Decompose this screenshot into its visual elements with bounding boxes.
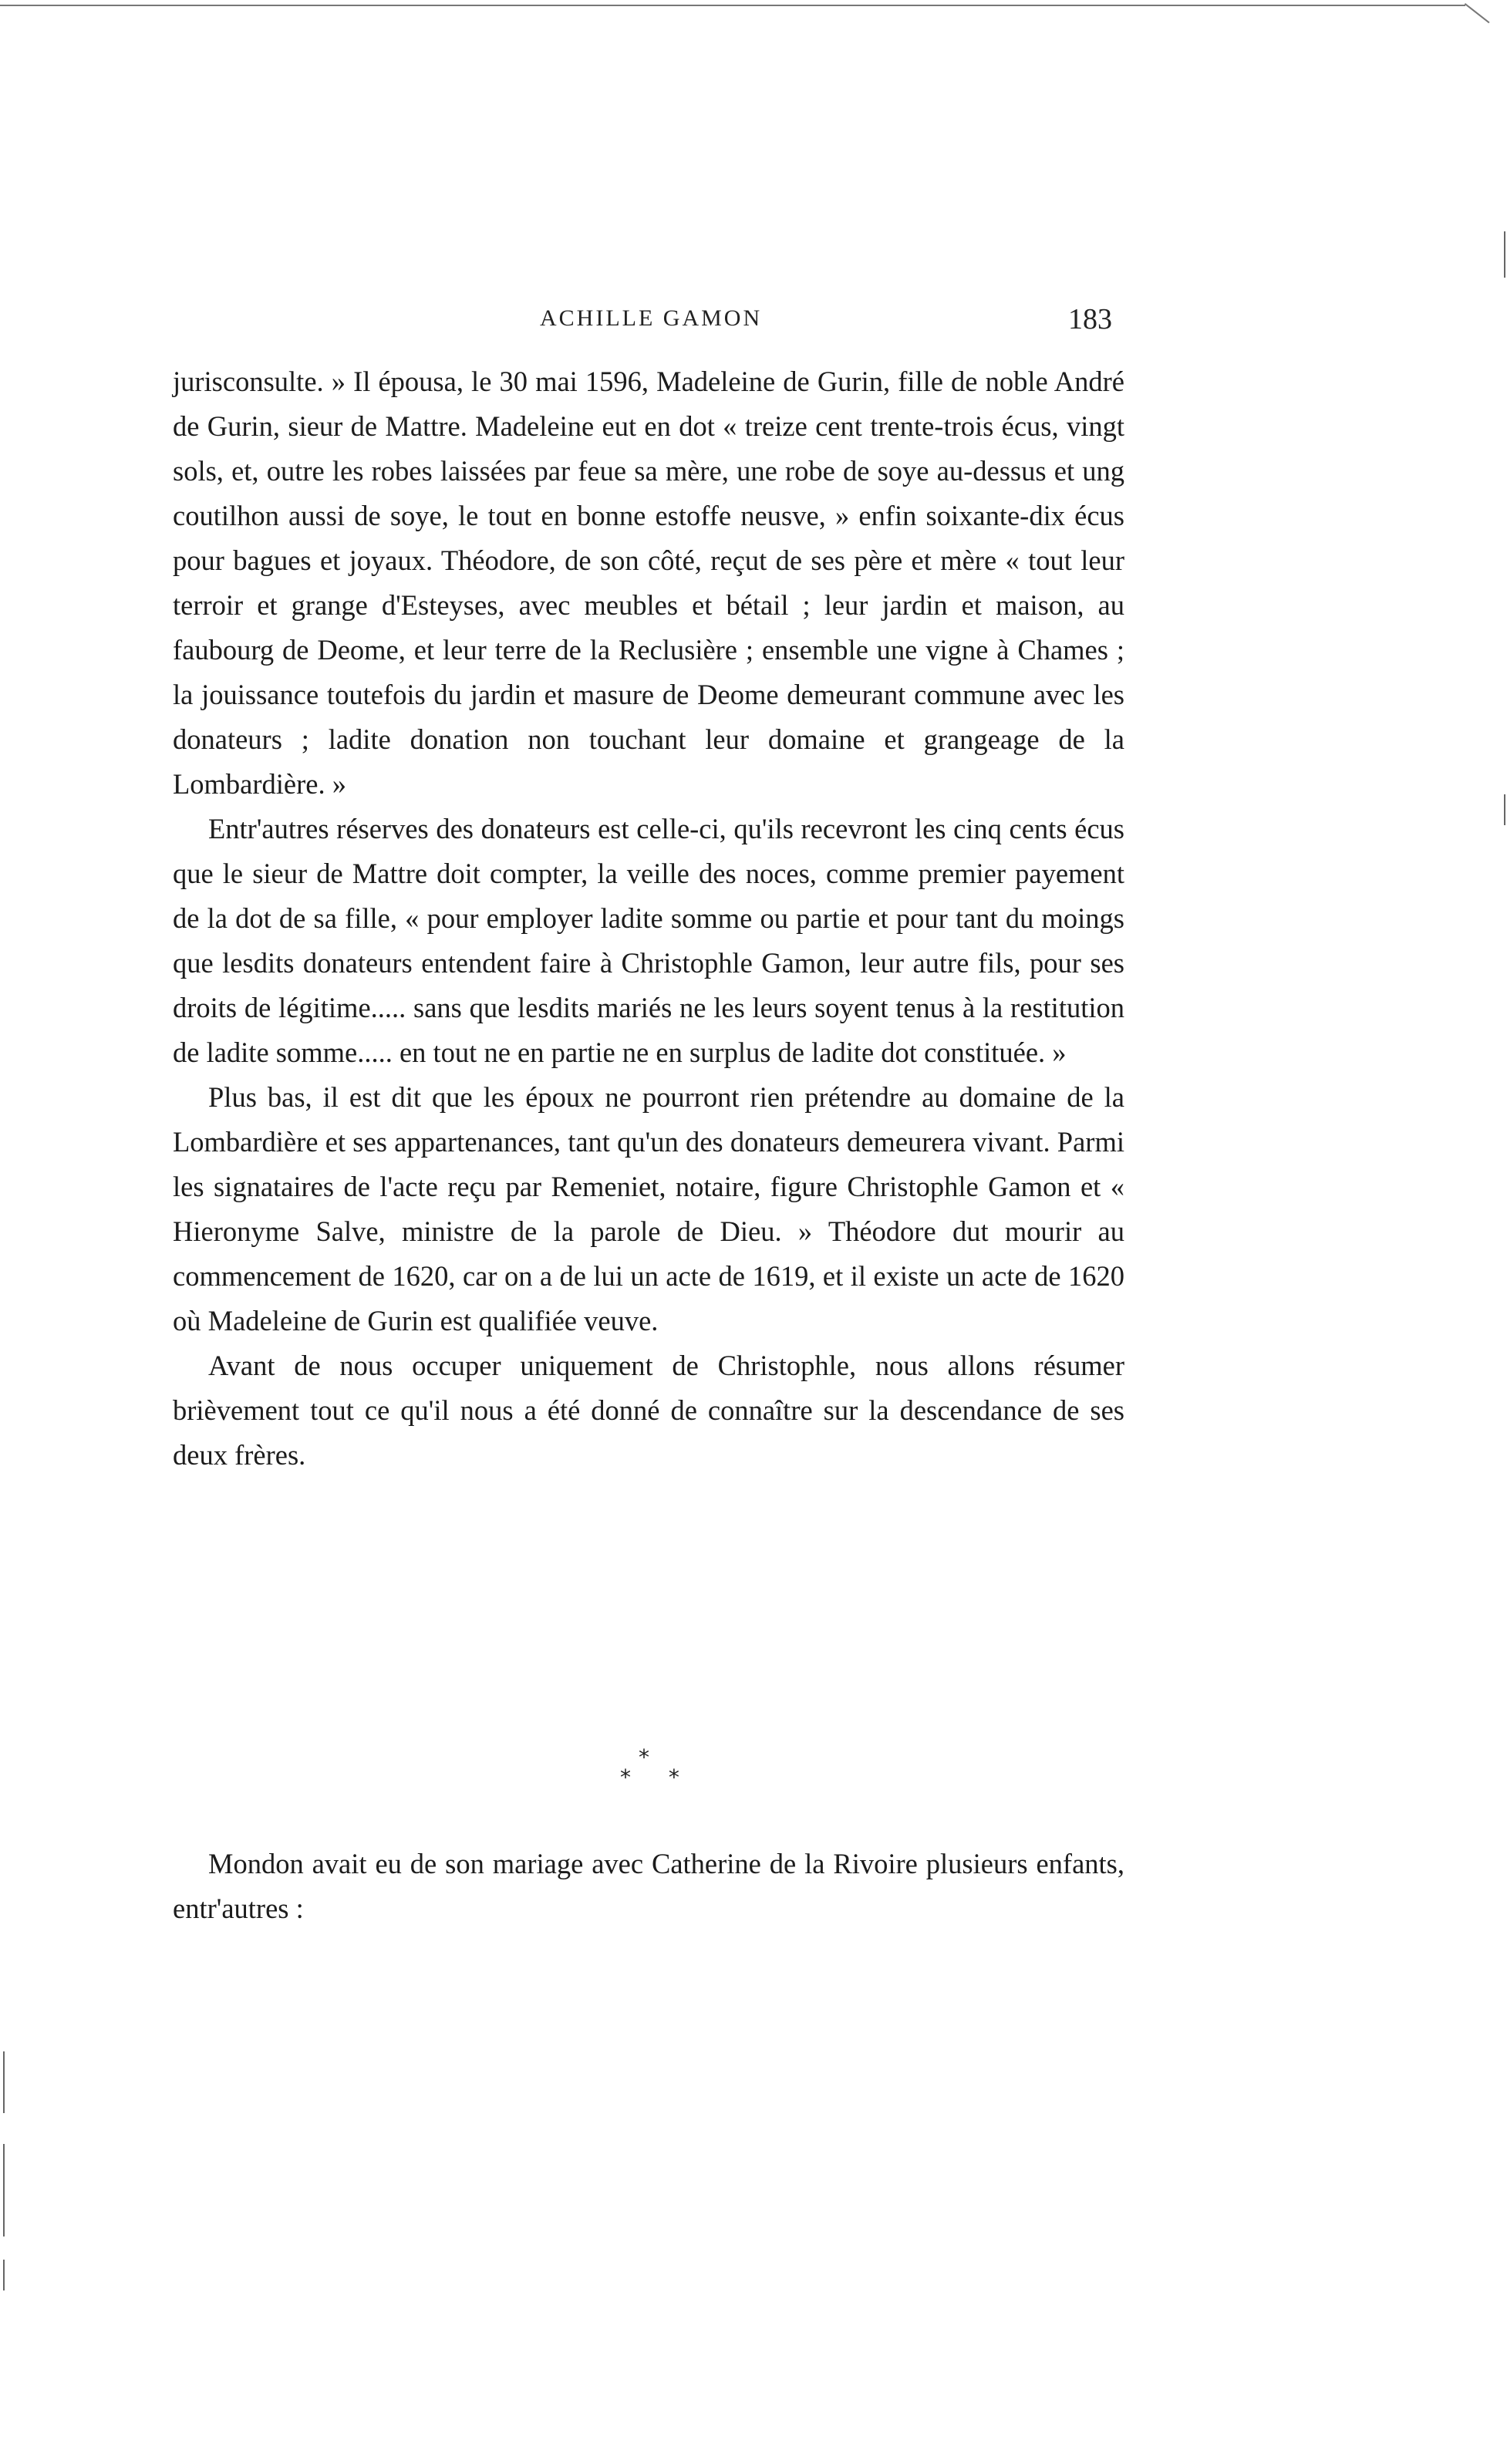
header-title: ACHILLE GAMON [540,305,763,331]
left-edge-mark [3,2144,5,2236]
left-edge-mark [3,2260,5,2290]
right-edge-mark [1504,794,1505,825]
left-edge-mark [3,2051,5,2113]
paragraph-4: Avant de nous occuper uniquement de Christophle, nous allons résumer brièvement tout ce qu'il nous a été donné de connaître sur la descendance de ses deux frères. [173,1350,1124,1471]
paragraph-2: Entr'autres réserves des donateurs est celle-ci, qu'ils recevront les cinq cents écus que le sieur de Mattre doit compter, la veille des noces, comme premier payement de la dot de sa fille, « pour employer ladite somme ou partie et pour tant du moings que lesdits donateurs entendent faire à Christophle Gamon, leur autre fils, pour ses droits de légitime..... sans que lesdits mariés ne les leurs soyent tenus à la restitution de ladite somme..... en tout ne en partie ne en surplus de ladite dot constituée. » [173,813,1124,1068]
corner-scan-mark [1465,3,1490,23]
top-edge-rule [0,5,1465,6]
right-edge-mark [1504,231,1505,278]
asterism-bottom-stars: * * [620,1765,695,1790]
running-head [0,305,1507,344]
paragraph-3: Plus bas, il est dit que les époux ne pourront rien prétendre au domaine de la Lombardière et ses appartenances, tant qu'un des donateurs demeurera vivant. Parmi les signataires de l'acte reçu par Remeniet, notaire, figure Christophle Gamon et « Hieronyme Salve, ministre de la parole de Dieu. » Théodore dut mourir au commencement de 1620, car on a de lui un acte de 1619, et il existe un acte de 1620 où Madeleine de Gurin est qualifiée veuve. [173,1081,1124,1336]
page-number: 183 [1068,303,1112,335]
asterism-top-star: * [639,1744,649,1770]
closing-paragraph: Mondon avait eu de son mariage avec Catherine de la Rivoire plusieurs enfants, entr'autres : [173,1848,1124,1924]
closing-text [173,1842,1124,1931]
body-text [173,359,1124,1478]
paragraph-1: jurisconsulte. » Il épousa, le 30 mai 1596, Madeleine de Gurin, fille de noble André de Gurin, sieur de Mattre. Madeleine eut en dot « treize cent trente-trois écus, vingt sols, et, outre les robes laissées par feue sa mère, une robe de soye au-dessus et ung coutilhon aussi de soye, le tout en bonne estoffe neusve, » enfin soixante-dix écus pour bagues et joyaux. Théodore, de son côté, reçut de ses père et mère « tout leur terroir et grange d'Esteyses, avec meubles et bétail ; leur jardin et maison, au faubourg de Deome, et leur terre de la Reclusière ; ensemble une vigne à Chames ; la jouissance toutefois du jardin et masure de Deome demeurant commune avec les donateurs ; ladite donation non touchant leur domaine et grangeage de la Lombardière. » [173,366,1124,800]
asterism-section-break [0,1744,1507,1806]
